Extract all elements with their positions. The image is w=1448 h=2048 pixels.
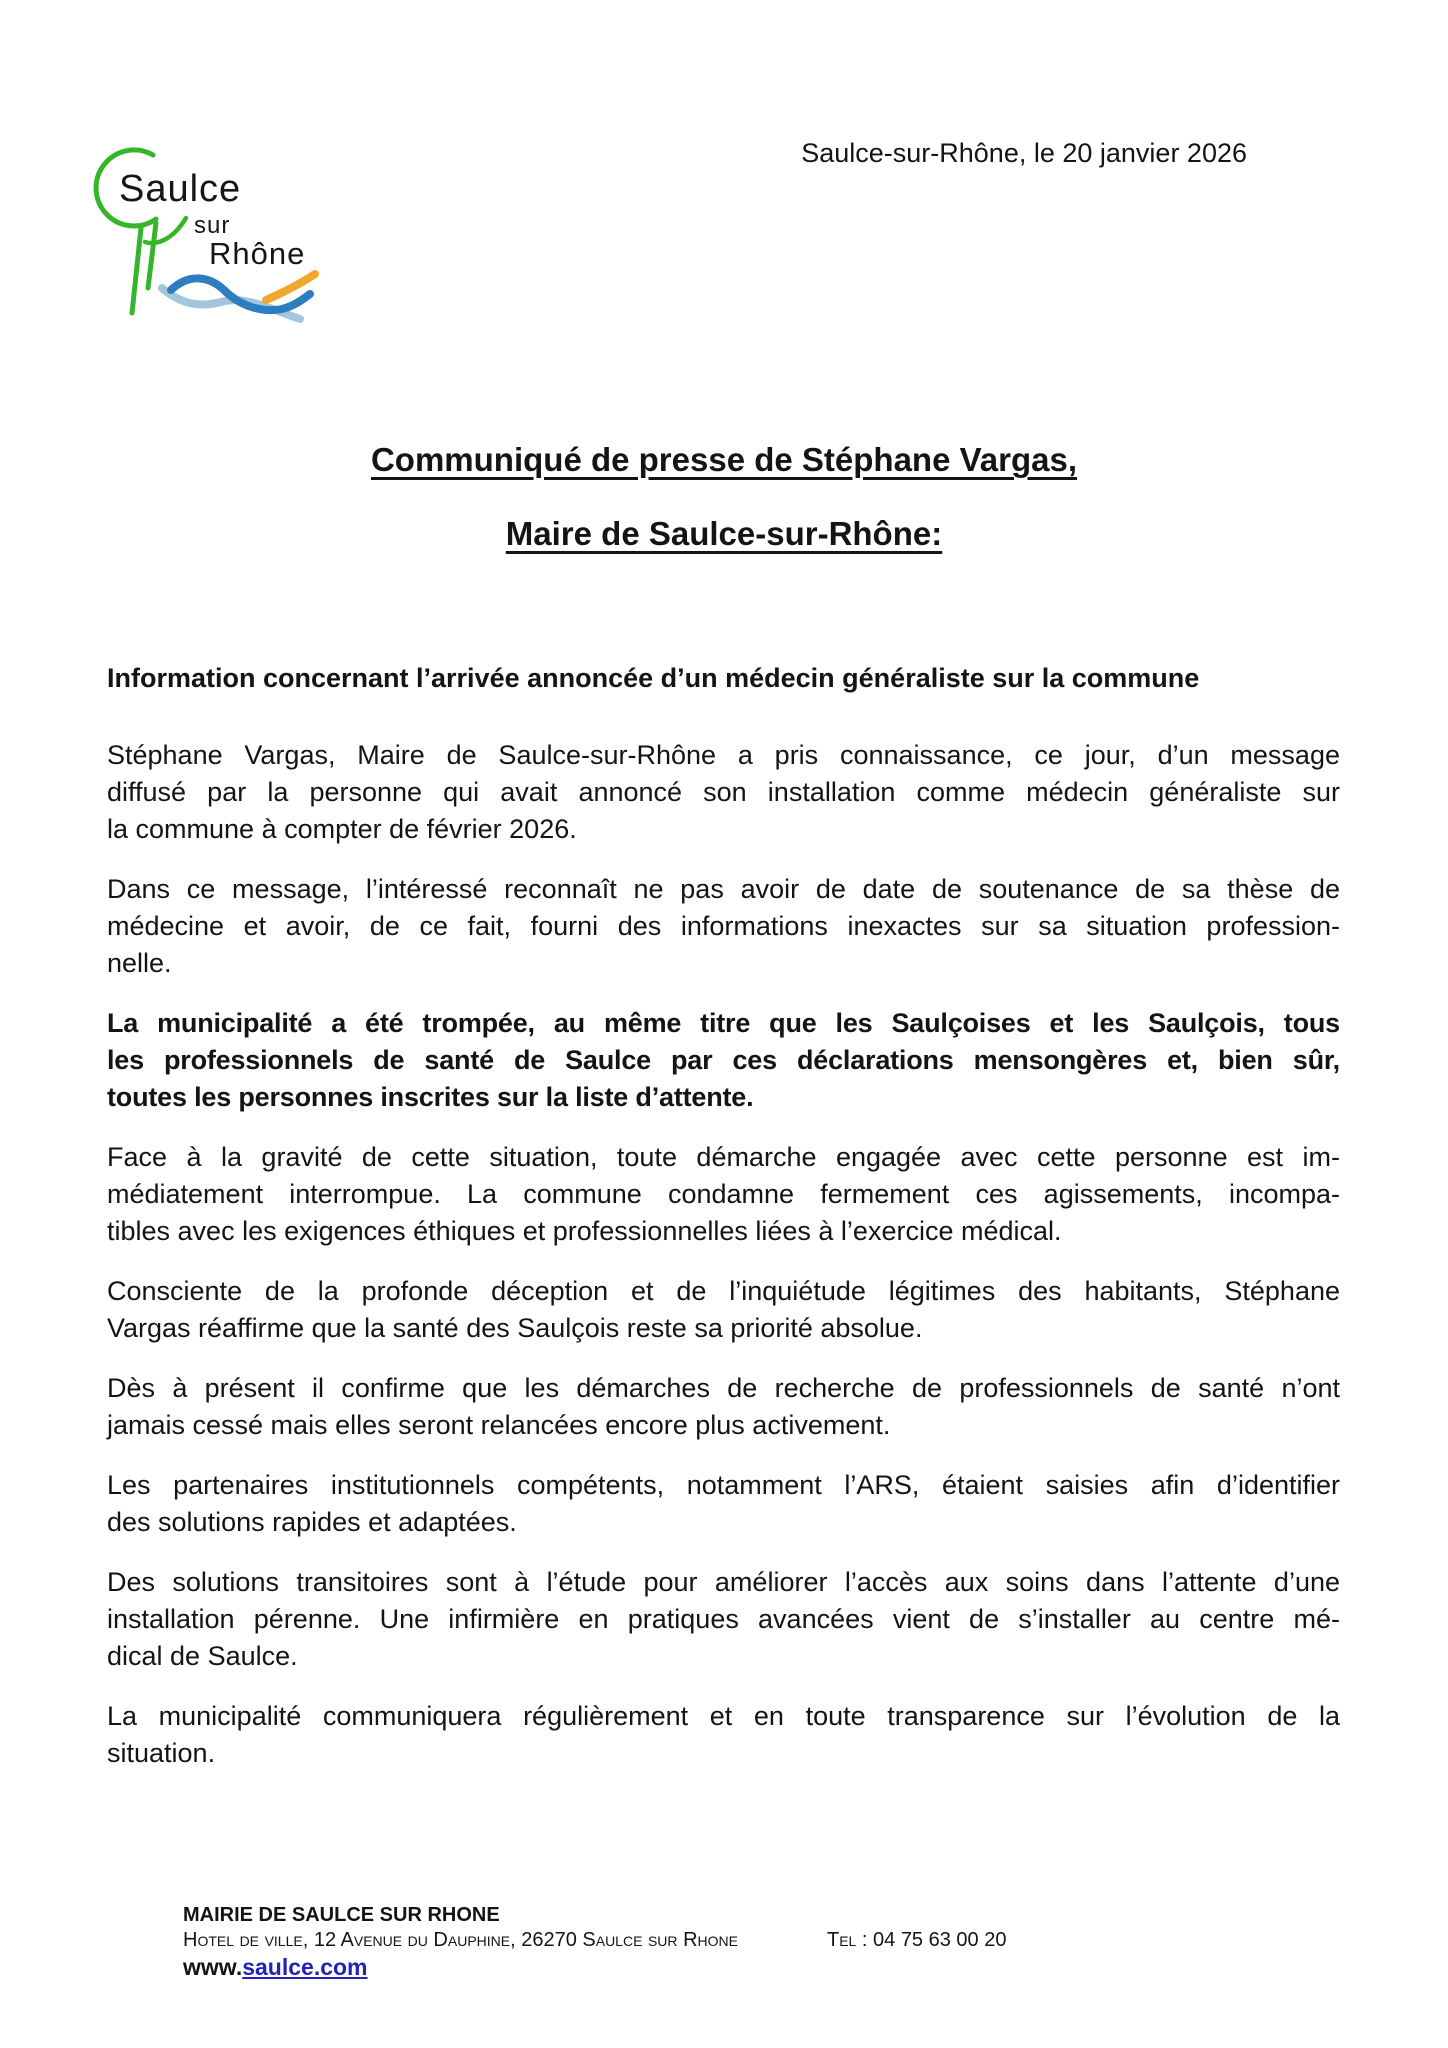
tree-trunk-icon (132, 223, 156, 313)
paragraph (107, 1273, 1340, 1347)
paragraph-line: Vargas réaffirme que la santé des Saulçois reste sa priorité absolue. (107, 1313, 923, 1343)
footer-website-prefix: www. (183, 1954, 243, 1980)
paragraph-line: Face à la gravité de cette situation, toute démarche engagée avec cette personne est im- (107, 1142, 1340, 1172)
paragraph-line: La municipalité a été trompée, au même titre que les Saulçoises et les Saulçois, tous (107, 1008, 1340, 1038)
paragraph-line: Dès à présent il confirme que les démarches de recherche de professionnels de santé n’ont (107, 1373, 1340, 1403)
paragraph-line: Consciente de la profonde déception et de l’inquiétude légitimes des habitants, Stéphane (107, 1276, 1340, 1306)
paragraph-line: Stéphane Vargas, Maire de Saulce-sur-Rhône a pris connaissance, ce jour, d’un message (107, 740, 1340, 770)
paragraph-line: jamais cessé mais elles seront relancées encore plus activement. (107, 1410, 891, 1440)
footer-address: Hotel de ville, 12 Avenue du Dauphine, 26270 Saulce sur Rhone (183, 1929, 738, 1951)
paragraph-line: nelle. (107, 948, 172, 978)
press-release-title-line1: Communiqué de presse de Stéphane Vargas, (370, 441, 1078, 478)
document-footer (183, 1903, 1333, 1981)
footer-org-name: MAIRIE DE SAULCE SUR RHONE (183, 1904, 500, 1926)
paragraph (107, 1698, 1340, 1772)
document-header (0, 0, 1448, 335)
paragraph (107, 871, 1340, 982)
press-release-title-line2: Maire de Saulce-sur-Rhône: (505, 515, 943, 552)
logo-text-rhone: Rhône (209, 236, 306, 271)
paragraph-line: dical de Saulce. (107, 1641, 298, 1671)
paragraph-line: les professionnels de santé de Saulce par ces déclarations mensongères et, bien sûr, (107, 1045, 1340, 1075)
paragraph (107, 1139, 1340, 1250)
paragraph (107, 1564, 1340, 1675)
paragraph (107, 737, 1340, 848)
paragraph-line: situation. (107, 1738, 216, 1768)
paragraph-line: tibles avec les exigences éthiques et professionnelles liées à l’exercice médical. (107, 1216, 1062, 1246)
dateline: Saulce-sur-Rhône, le 20 janvier 2026 (801, 138, 1247, 168)
body-content (107, 660, 1340, 1772)
paragraph-line: Dans ce message, l’intéressé reconnaît ne pas avoir de date de soutenance de sa thèse de (107, 874, 1340, 904)
paragraph-line: la commune à compter de février 2026. (107, 814, 577, 844)
paragraph-line: Des solutions transitoires sont à l’étude pour améliorer l’accès aux soins dans l’attente d’une (107, 1567, 1340, 1597)
paragraph-line: des solutions rapides et adaptées. (107, 1507, 517, 1537)
footer-website (183, 1953, 1333, 1981)
logo-text-sur: sur (194, 212, 231, 239)
paragraph (107, 1370, 1340, 1444)
logo-text-saulce: Saulce (119, 168, 242, 210)
website-link[interactable]: saulce.com (242, 1954, 368, 1980)
saulce-logo (84, 98, 324, 333)
footer-phone: Tel : 04 75 63 00 20 (827, 1929, 1007, 1951)
paragraph (107, 1467, 1340, 1541)
subject-heading: Information concernant l’arrivée annoncée d’un médecin généraliste sur la commune (107, 663, 1200, 693)
title-block (0, 335, 1448, 556)
paragraphs-container (107, 737, 1340, 1772)
paragraph (107, 1005, 1340, 1116)
paragraph-line: médiatement interrompue. La commune condamne fermement ces agissements, incompa- (107, 1179, 1340, 1209)
paragraph-line: Les partenaires institutionnels compétents, notamment l’ARS, étaient saisies afin d’identifier (107, 1470, 1340, 1500)
paragraph-line: diffusé par la personne qui avait annoncé son installation comme médecin généraliste sur (107, 777, 1340, 807)
paragraph-line: toutes les personnes inscrites sur la liste d’attente. (107, 1082, 754, 1112)
paragraph-line: installation pérenne. Une infirmière en pratiques avancées vient de s’installer au centre mé- (107, 1604, 1340, 1634)
paragraph-line: médecine et avoir, de ce fait, fourni des informations inexactes sur sa situation profession- (107, 911, 1340, 941)
paragraph-line: La municipalité communiquera régulièrement et en toute transparence sur l’évolution de la (107, 1701, 1340, 1731)
